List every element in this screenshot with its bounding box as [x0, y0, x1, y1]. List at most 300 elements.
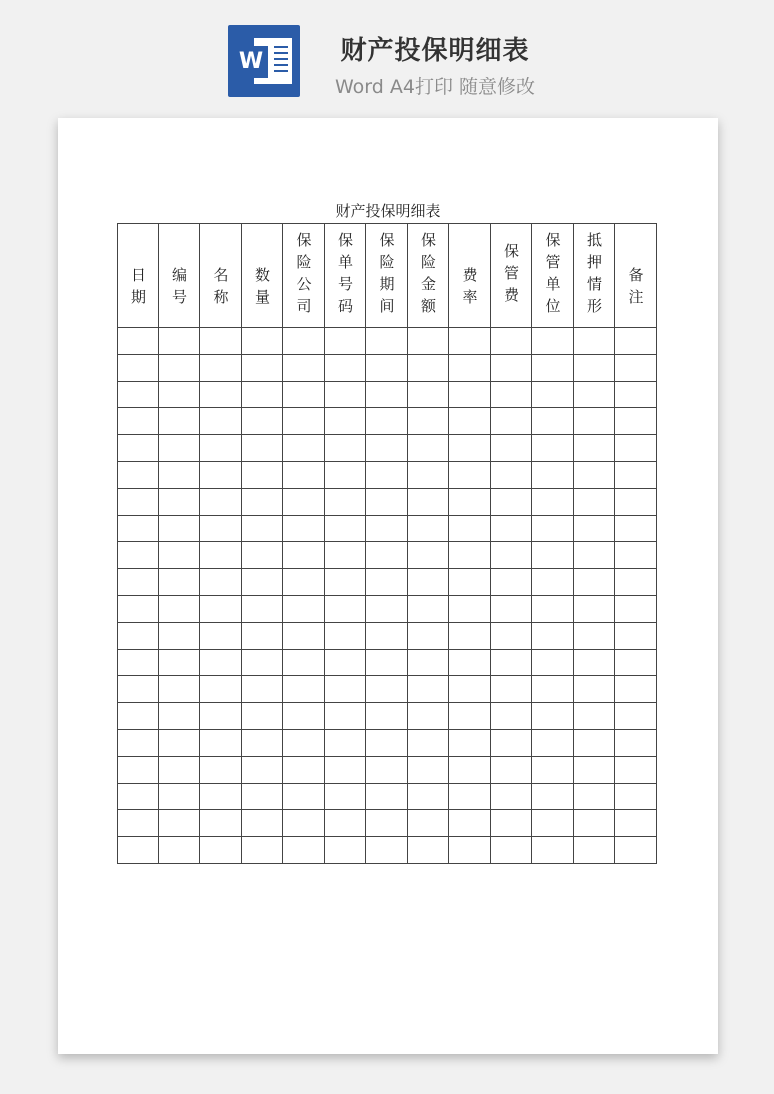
table-cell[interactable]: [366, 595, 408, 622]
table-cell[interactable]: [118, 810, 159, 837]
table-cell[interactable]: [408, 595, 449, 622]
table-cell[interactable]: [200, 703, 242, 730]
table-cell[interactable]: [242, 488, 283, 515]
table-cell[interactable]: [118, 435, 159, 462]
word-letter: W: [234, 46, 268, 78]
page-subtitle: Word A4打印 随意修改: [334, 76, 535, 98]
table-cell[interactable]: [118, 328, 159, 355]
table-cell[interactable]: [200, 515, 242, 542]
table-cell[interactable]: [242, 435, 283, 462]
table-cell[interactable]: [283, 381, 325, 408]
table-row: [118, 622, 657, 649]
table-cell[interactable]: [159, 408, 200, 435]
table-cell[interactable]: [532, 461, 574, 488]
table-row: [118, 783, 657, 810]
table-cell[interactable]: [615, 515, 657, 542]
table-cell[interactable]: [283, 542, 325, 569]
table-row: [118, 381, 657, 408]
table-cell[interactable]: [200, 328, 242, 355]
table-cell[interactable]: [242, 837, 283, 864]
table-cell[interactable]: [242, 408, 283, 435]
table-cell[interactable]: [325, 622, 366, 649]
table-cell[interactable]: [159, 381, 200, 408]
table-cell[interactable]: [491, 622, 532, 649]
table-cell[interactable]: [325, 488, 366, 515]
table-cell[interactable]: [366, 703, 408, 730]
table-cell[interactable]: [408, 756, 449, 783]
table-cell[interactable]: [366, 676, 408, 703]
table-cell[interactable]: [242, 354, 283, 381]
table-cell[interactable]: [200, 837, 242, 864]
table-cell[interactable]: [491, 408, 532, 435]
table-cell[interactable]: [449, 622, 491, 649]
table-cell[interactable]: [532, 354, 574, 381]
table-cell[interactable]: [366, 328, 408, 355]
table-cell[interactable]: [491, 328, 532, 355]
table-cell[interactable]: [574, 328, 615, 355]
table-cell[interactable]: [532, 328, 574, 355]
table-cell[interactable]: [242, 542, 283, 569]
table-cell[interactable]: [615, 622, 657, 649]
table-cell[interactable]: [491, 461, 532, 488]
table-cell[interactable]: [325, 515, 366, 542]
table-cell[interactable]: [491, 435, 532, 462]
table-cell[interactable]: [408, 837, 449, 864]
table-cell[interactable]: [325, 354, 366, 381]
table-cell[interactable]: [408, 354, 449, 381]
table-cell[interactable]: [532, 783, 574, 810]
table-cell[interactable]: [200, 756, 242, 783]
table-cell[interactable]: [325, 837, 366, 864]
table-cell[interactable]: [449, 569, 491, 596]
table-cell[interactable]: [532, 703, 574, 730]
table-cell[interactable]: [200, 729, 242, 756]
table-cell[interactable]: [532, 569, 574, 596]
table-cell[interactable]: [408, 649, 449, 676]
table-cell[interactable]: [574, 837, 615, 864]
table-cell[interactable]: [283, 703, 325, 730]
table-cell[interactable]: [615, 488, 657, 515]
table-cell[interactable]: [408, 622, 449, 649]
table-cell[interactable]: [449, 354, 491, 381]
table-cell[interactable]: [118, 729, 159, 756]
table-cell[interactable]: [615, 569, 657, 596]
table-cell[interactable]: [615, 354, 657, 381]
table-cell[interactable]: [574, 703, 615, 730]
table-cell[interactable]: [491, 783, 532, 810]
table-cell[interactable]: [325, 649, 366, 676]
table-cell[interactable]: [574, 569, 615, 596]
table-cell[interactable]: [449, 461, 491, 488]
table-cell[interactable]: [325, 435, 366, 462]
table-cell[interactable]: [615, 756, 657, 783]
table-cell[interactable]: [283, 461, 325, 488]
table-cell[interactable]: [325, 729, 366, 756]
table-cell[interactable]: [200, 354, 242, 381]
column-header: [366, 224, 408, 328]
table-cell[interactable]: [159, 435, 200, 462]
table-cell[interactable]: [242, 729, 283, 756]
table-cell[interactable]: [159, 354, 200, 381]
table-row: [118, 810, 657, 837]
table-cell[interactable]: [159, 649, 200, 676]
table-cell[interactable]: [159, 676, 200, 703]
table-cell[interactable]: [574, 488, 615, 515]
table-cell[interactable]: [242, 328, 283, 355]
column-header-label: 备注: [626, 266, 645, 311]
table-cell[interactable]: [408, 461, 449, 488]
table-row: [118, 837, 657, 864]
table-cell[interactable]: [200, 783, 242, 810]
table-cell[interactable]: [366, 488, 408, 515]
table-cell[interactable]: [449, 676, 491, 703]
column-header: [159, 224, 200, 328]
table-cell[interactable]: [615, 435, 657, 462]
table-cell[interactable]: [118, 354, 159, 381]
table-cell[interactable]: [532, 810, 574, 837]
table-cell[interactable]: [491, 515, 532, 542]
table-cell[interactable]: [408, 783, 449, 810]
table-cell[interactable]: [491, 729, 532, 756]
table-cell[interactable]: [408, 676, 449, 703]
watermark: [91, 488, 111, 512]
table-cell[interactable]: [325, 595, 366, 622]
table-row: [118, 649, 657, 676]
table-cell[interactable]: [159, 569, 200, 596]
table-cell[interactable]: [491, 837, 532, 864]
table-cell[interactable]: [242, 676, 283, 703]
table-cell[interactable]: [200, 622, 242, 649]
table-cell[interactable]: [615, 542, 657, 569]
column-header-label: 保单号码: [336, 231, 354, 320]
table-cell[interactable]: [325, 542, 366, 569]
table-cell[interactable]: [491, 488, 532, 515]
table-cell[interactable]: [118, 488, 159, 515]
table-row: [118, 408, 657, 435]
table-cell[interactable]: [200, 810, 242, 837]
table-cell[interactable]: [574, 435, 615, 462]
table-cell[interactable]: [532, 595, 574, 622]
table-cell[interactable]: [532, 622, 574, 649]
table-cell[interactable]: [574, 622, 615, 649]
table-cell[interactable]: [159, 461, 200, 488]
table-cell[interactable]: [159, 622, 200, 649]
table-cell[interactable]: [118, 408, 159, 435]
table-cell[interactable]: [283, 810, 325, 837]
table-cell[interactable]: [491, 381, 532, 408]
table-cell[interactable]: [283, 328, 325, 355]
table-cell[interactable]: [325, 676, 366, 703]
table-cell[interactable]: [283, 515, 325, 542]
table-cell[interactable]: [242, 703, 283, 730]
table-cell[interactable]: [200, 461, 242, 488]
table-cell[interactable]: [366, 649, 408, 676]
table-cell[interactable]: [615, 461, 657, 488]
table-cell[interactable]: [200, 488, 242, 515]
table-cell[interactable]: [574, 783, 615, 810]
table-cell[interactable]: [366, 569, 408, 596]
table-cell[interactable]: [449, 649, 491, 676]
table-cell[interactable]: [408, 515, 449, 542]
table-cell[interactable]: [449, 756, 491, 783]
table-cell[interactable]: [200, 649, 242, 676]
table-cell[interactable]: [118, 569, 159, 596]
table-cell[interactable]: [366, 354, 408, 381]
column-header-label: 保管单位: [543, 231, 562, 320]
table-row: [118, 354, 657, 381]
table-cell[interactable]: [325, 408, 366, 435]
table-body: [118, 328, 657, 864]
table-cell[interactable]: [159, 783, 200, 810]
table-cell[interactable]: [491, 354, 532, 381]
table-cell[interactable]: [118, 595, 159, 622]
table-cell[interactable]: [615, 837, 657, 864]
table-cell[interactable]: [325, 381, 366, 408]
table-cell[interactable]: [242, 515, 283, 542]
table-cell[interactable]: [574, 381, 615, 408]
table-cell[interactable]: [118, 837, 159, 864]
table-cell[interactable]: [159, 837, 200, 864]
column-header-label: 保管费: [502, 242, 520, 309]
table-cell[interactable]: [159, 595, 200, 622]
table-cell[interactable]: [283, 649, 325, 676]
table-cell[interactable]: [366, 756, 408, 783]
column-header-label: 名称: [211, 266, 230, 311]
table-cell[interactable]: [449, 703, 491, 730]
table-cell[interactable]: [200, 435, 242, 462]
table-cell[interactable]: [615, 381, 657, 408]
table-cell[interactable]: [532, 676, 574, 703]
table-cell[interactable]: [366, 783, 408, 810]
table-cell[interactable]: [491, 569, 532, 596]
table-cell[interactable]: [325, 810, 366, 837]
table-cell[interactable]: [449, 837, 491, 864]
table-cell[interactable]: [532, 408, 574, 435]
table-cell[interactable]: [449, 810, 491, 837]
table-cell[interactable]: [200, 569, 242, 596]
table-cell[interactable]: [366, 435, 408, 462]
column-header: [574, 224, 615, 328]
table-cell[interactable]: [242, 810, 283, 837]
table-cell[interactable]: [242, 595, 283, 622]
table-cell[interactable]: [159, 515, 200, 542]
table-cell[interactable]: [200, 595, 242, 622]
table-cell[interactable]: [325, 756, 366, 783]
table-cell[interactable]: [325, 703, 366, 730]
insurance-table: [117, 223, 657, 864]
table-cell[interactable]: [532, 756, 574, 783]
table-cell[interactable]: [159, 328, 200, 355]
table-cell[interactable]: [615, 676, 657, 703]
table-cell[interactable]: [574, 756, 615, 783]
table-cell[interactable]: [491, 756, 532, 783]
table-cell[interactable]: [449, 729, 491, 756]
table-cell[interactable]: [615, 328, 657, 355]
table-cell[interactable]: [574, 810, 615, 837]
table-cell[interactable]: [118, 381, 159, 408]
table-cell[interactable]: [574, 461, 615, 488]
table-cell[interactable]: [408, 488, 449, 515]
table-cell[interactable]: [118, 703, 159, 730]
column-header-label: 保险期间: [377, 231, 396, 320]
table-cell[interactable]: [449, 408, 491, 435]
table-cell[interactable]: [574, 649, 615, 676]
table-cell[interactable]: [242, 622, 283, 649]
table-header-row: [118, 224, 657, 328]
table-cell[interactable]: [574, 542, 615, 569]
table-cell[interactable]: [283, 354, 325, 381]
table-cell[interactable]: [408, 408, 449, 435]
table-cell[interactable]: [118, 649, 159, 676]
table-cell[interactable]: [242, 756, 283, 783]
table-cell[interactable]: [574, 408, 615, 435]
table-cell[interactable]: [283, 729, 325, 756]
table-cell[interactable]: [242, 783, 283, 810]
table-cell[interactable]: [118, 515, 159, 542]
table-cell[interactable]: [449, 381, 491, 408]
table-cell[interactable]: [408, 729, 449, 756]
column-header-label: 抵押情形: [585, 231, 603, 320]
table-cell[interactable]: [283, 676, 325, 703]
table-cell[interactable]: [159, 703, 200, 730]
table-row: [118, 435, 657, 462]
table-row: [118, 756, 657, 783]
table-cell[interactable]: [615, 649, 657, 676]
table-cell[interactable]: [366, 408, 408, 435]
table-cell[interactable]: [615, 703, 657, 730]
table-cell[interactable]: [574, 354, 615, 381]
table-cell[interactable]: [118, 622, 159, 649]
table-cell[interactable]: [283, 569, 325, 596]
table-cell[interactable]: [242, 649, 283, 676]
table-cell[interactable]: [532, 837, 574, 864]
table-cell[interactable]: [532, 542, 574, 569]
table-cell[interactable]: [615, 408, 657, 435]
column-header: [200, 224, 242, 328]
table-cell[interactable]: [574, 729, 615, 756]
table-cell[interactable]: [242, 569, 283, 596]
table-cell[interactable]: [408, 542, 449, 569]
table-cell[interactable]: [366, 810, 408, 837]
table-cell[interactable]: [574, 676, 615, 703]
table-cell[interactable]: [366, 381, 408, 408]
table-cell[interactable]: [615, 729, 657, 756]
table-cell[interactable]: [491, 649, 532, 676]
table-cell[interactable]: [408, 569, 449, 596]
table-cell[interactable]: [449, 783, 491, 810]
table-row: [118, 729, 657, 756]
table-cell[interactable]: [242, 381, 283, 408]
table-cell[interactable]: [366, 729, 408, 756]
column-header-label: 费率: [460, 266, 479, 311]
table-cell[interactable]: [118, 461, 159, 488]
table-cell[interactable]: [283, 837, 325, 864]
table-cell[interactable]: [491, 810, 532, 837]
table-cell[interactable]: [118, 783, 159, 810]
table-cell[interactable]: [159, 756, 200, 783]
column-header: [532, 224, 574, 328]
table-cell[interactable]: [491, 595, 532, 622]
table-cell[interactable]: [118, 542, 159, 569]
table-cell[interactable]: [449, 328, 491, 355]
column-header: [491, 224, 532, 328]
table-cell[interactable]: [449, 435, 491, 462]
column-header-label: 日期: [129, 266, 147, 311]
table-cell[interactable]: [283, 756, 325, 783]
table-cell[interactable]: [325, 328, 366, 355]
table-cell[interactable]: [159, 542, 200, 569]
column-header: [118, 224, 159, 328]
table-cell[interactable]: [283, 488, 325, 515]
table-cell[interactable]: [283, 595, 325, 622]
table-cell[interactable]: [449, 595, 491, 622]
table-cell[interactable]: [366, 542, 408, 569]
table-cell[interactable]: [574, 595, 615, 622]
table-cell[interactable]: [449, 542, 491, 569]
column-header: [325, 224, 366, 328]
table-cell[interactable]: [491, 542, 532, 569]
table-cell[interactable]: [532, 729, 574, 756]
table-cell[interactable]: [532, 381, 574, 408]
table-row: [118, 703, 657, 730]
table-row: [118, 328, 657, 355]
table-cell[interactable]: [532, 649, 574, 676]
table-cell[interactable]: [366, 622, 408, 649]
table-cell[interactable]: [408, 381, 449, 408]
table-cell[interactable]: [283, 435, 325, 462]
table-cell[interactable]: [200, 408, 242, 435]
table-cell[interactable]: [615, 783, 657, 810]
table-cell[interactable]: [118, 676, 159, 703]
table-cell[interactable]: [200, 542, 242, 569]
table-cell[interactable]: [449, 515, 491, 542]
table-cell[interactable]: [283, 408, 325, 435]
table-cell[interactable]: [574, 515, 615, 542]
column-header-label: 保险公司: [294, 231, 313, 320]
table-cell[interactable]: [408, 810, 449, 837]
header-banner: [0, 0, 774, 110]
table-cell[interactable]: [449, 488, 491, 515]
table-row: [118, 542, 657, 569]
column-header: [283, 224, 325, 328]
table-cell[interactable]: [283, 622, 325, 649]
table-cell[interactable]: [283, 783, 325, 810]
table-cell[interactable]: [118, 756, 159, 783]
table-cell[interactable]: [159, 810, 200, 837]
table-cell[interactable]: [532, 515, 574, 542]
table-cell[interactable]: [366, 837, 408, 864]
table-cell[interactable]: [200, 676, 242, 703]
table-cell[interactable]: [200, 381, 242, 408]
table-cell[interactable]: [366, 461, 408, 488]
table-cell[interactable]: [408, 435, 449, 462]
table-cell[interactable]: [408, 328, 449, 355]
table-cell[interactable]: [325, 569, 366, 596]
table-cell[interactable]: [242, 461, 283, 488]
table-cell[interactable]: [615, 810, 657, 837]
table-cell[interactable]: [491, 703, 532, 730]
table-cell[interactable]: [532, 435, 574, 462]
table-cell[interactable]: [532, 488, 574, 515]
table-cell[interactable]: [325, 783, 366, 810]
table-cell[interactable]: [159, 729, 200, 756]
table-cell[interactable]: [159, 488, 200, 515]
table-cell[interactable]: [615, 595, 657, 622]
table-cell[interactable]: [491, 676, 532, 703]
table-cell[interactable]: [408, 703, 449, 730]
table-cell[interactable]: [325, 461, 366, 488]
table-cell[interactable]: [366, 515, 408, 542]
